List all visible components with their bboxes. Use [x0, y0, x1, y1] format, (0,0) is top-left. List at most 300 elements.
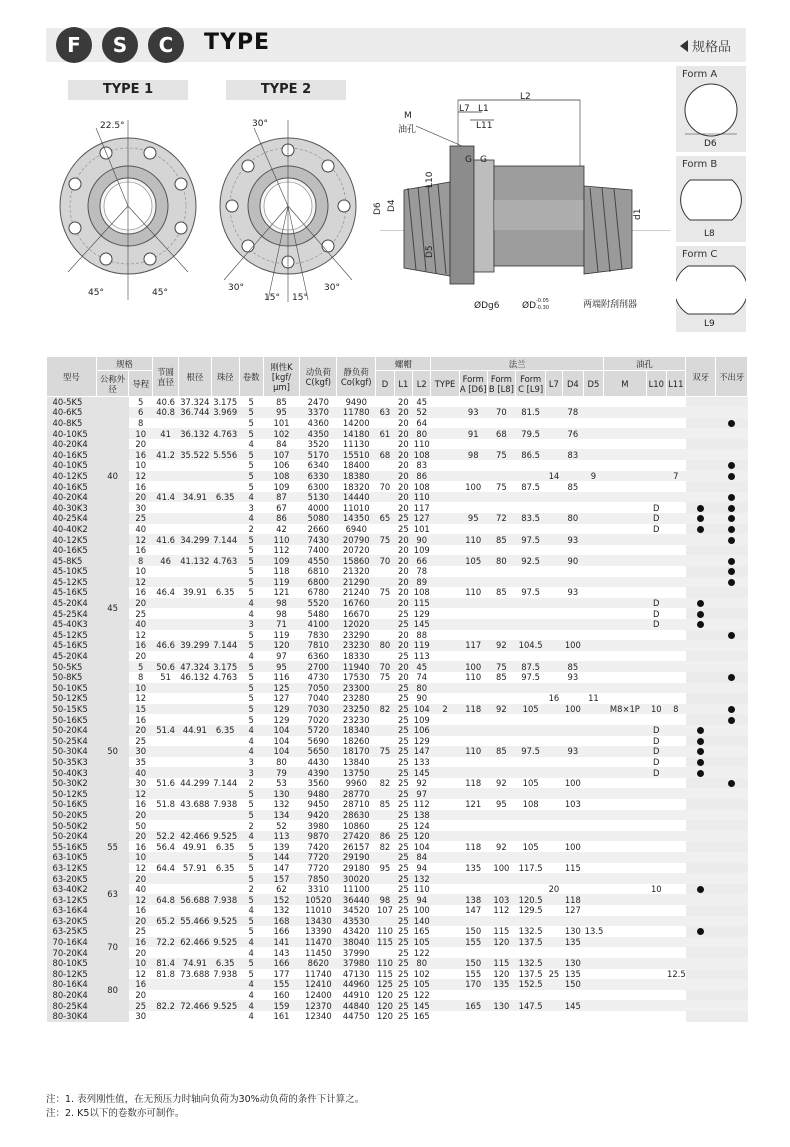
cell-type [431, 979, 459, 990]
cell-model: 50-10K5 [47, 683, 97, 694]
th-m: M [603, 371, 646, 397]
cell-root-dia [179, 460, 211, 471]
cell-no-out [716, 471, 748, 482]
cell-l7 [546, 937, 562, 948]
cell-static-load: 28770 [337, 788, 376, 799]
cell-d4 [562, 725, 584, 736]
cell-d4 [562, 545, 584, 556]
cell-m [603, 481, 646, 492]
spec-link[interactable] [680, 36, 731, 55]
cell-l7 [546, 1011, 562, 1022]
cell-pitch-dia [153, 1011, 179, 1022]
cell-root-dia: 37.324 [180, 397, 210, 408]
cell-ball-dia: 6.35 [215, 862, 235, 873]
cell-form-b: 75 [487, 449, 515, 460]
cell-double [686, 608, 716, 619]
cell-l10 [647, 407, 666, 418]
cell-m [603, 873, 646, 884]
cell-form-b: 85 [487, 746, 515, 757]
cell-lead: 20 [135, 990, 147, 1001]
th-no-out: 不出牙 [716, 357, 748, 397]
cell-model: 50-50K2 [47, 820, 97, 831]
cell-static-load: 38040 [337, 937, 376, 948]
cell-l2: 104 [413, 704, 430, 715]
spec-link-label: 规格品 [692, 40, 732, 55]
dim-d1: d1 [633, 208, 643, 220]
cell-d4: 127 [564, 905, 581, 916]
dim-l10: L10 [425, 171, 435, 188]
cell-model: 40-16K5 [47, 481, 97, 492]
cell-d4 [562, 566, 584, 577]
cell-l10 [647, 990, 666, 1001]
cell-form-c [515, 577, 545, 588]
cell-root-dia [179, 736, 211, 747]
cell-dyn-load: 11010 [305, 905, 332, 916]
cell-l11 [666, 778, 686, 789]
table-row [47, 449, 748, 460]
cell-model: 45-10K5 [47, 566, 97, 577]
table-row [47, 831, 748, 842]
cell-model: 40-10K5 [47, 460, 97, 471]
cell-turns: 5 [248, 417, 254, 428]
cell-root-dia: 57.91 [182, 862, 207, 873]
cell-stiffness: 109 [273, 481, 290, 492]
cell-static-load: 13750 [337, 767, 376, 778]
cell-dyn-load: 6330 [300, 471, 337, 482]
cell-ball-dia: 6.35 [215, 587, 235, 598]
cell-static-load: 23290 [342, 629, 370, 640]
cell-no-out [716, 831, 748, 842]
cell-d [376, 460, 394, 471]
cell-static-load: 26157 [342, 841, 370, 852]
cell-root-dia: 72.466 [180, 1000, 210, 1011]
cell-l7 [546, 619, 562, 630]
cell-d5 [584, 990, 604, 1001]
cell-ball-dia [211, 608, 239, 619]
cell-ball-dia: 7.938 [211, 894, 239, 905]
cell-dyn-load: 12340 [305, 1011, 332, 1022]
cell-d [376, 873, 394, 884]
cell-double [686, 460, 716, 471]
cell-root-dia: 44.299 [180, 778, 210, 789]
cell-dyn-load: 2660 [307, 523, 329, 534]
cell-lead: 40 [135, 523, 147, 534]
cell-stiffness: 166 [273, 926, 290, 937]
cell-d: 120 [376, 1011, 393, 1022]
cell-turns: 4 [239, 513, 263, 524]
page-title: TYPE [204, 30, 271, 55]
cell-l10 [647, 841, 666, 852]
cell-form-c: 97.5 [521, 587, 540, 598]
cell-stiffness: 166 [263, 958, 300, 969]
table-row [47, 757, 748, 768]
cell-lead: 16 [135, 481, 147, 492]
cell-l1: 25 [394, 873, 412, 884]
cell-model: 45-12K5 [47, 630, 97, 641]
cell-m [603, 788, 646, 799]
cell-l7 [546, 545, 562, 556]
cell-l10 [647, 481, 666, 492]
th-stiffness: 刚性K [kgf/μm] [263, 357, 300, 397]
cell-d4: 118 [562, 894, 584, 905]
no-out-dot-icon [728, 462, 735, 469]
cell-l2: 108 [413, 449, 430, 460]
cell-d4 [562, 810, 584, 821]
cell-turns: 5 [248, 926, 254, 937]
cell-d5 [584, 863, 604, 874]
cell-pitch-dia [153, 683, 179, 694]
table-row [47, 788, 748, 799]
cell-l1: 25 [394, 810, 412, 821]
cell-lead: 20 [129, 916, 153, 927]
cell-d4 [562, 492, 584, 503]
cell-double [686, 884, 716, 895]
cell-root-dia [179, 524, 211, 535]
cell-stiffness: 98 [276, 608, 287, 619]
cell-d4 [562, 884, 584, 895]
cell-d5 [584, 810, 604, 821]
cell-pitch-dia: 82.2 [153, 1000, 179, 1011]
cell-l11 [666, 979, 686, 990]
cell-static-load: 11940 [337, 661, 376, 672]
cell-form-c [515, 810, 545, 821]
cell-d5 [584, 969, 604, 980]
cell-pitch-dia [153, 810, 179, 821]
cell-no-out [716, 714, 748, 725]
cell-form-c [515, 916, 545, 927]
cell-dyn-load: 4350 [300, 428, 337, 439]
cell-dyn-load: 6340 [307, 460, 329, 471]
cell-lead: 12 [135, 862, 147, 873]
note-2: 注：2. K5以下的卷数亦可制作。 [46, 1108, 185, 1119]
cell-d: 61 [376, 428, 394, 439]
cell-no-out [716, 577, 748, 588]
cell-dyn-load: 5170 [300, 449, 337, 460]
cell-form-a [459, 630, 487, 641]
th-l2: L2 [413, 371, 431, 397]
cell-l2: 109 [413, 714, 430, 725]
cell-ball-dia [211, 990, 239, 1001]
cell-form-b [487, 947, 515, 958]
cell-l11 [666, 947, 686, 958]
cell-turns: 5 [248, 481, 254, 492]
cell-l1: 20 [398, 397, 409, 408]
cell-form-c [515, 545, 545, 556]
cell-double [686, 418, 716, 429]
cell-pitch-dia: 41.2 [153, 449, 179, 460]
cell-ball-dia: 4.763 [211, 428, 239, 439]
cell-l7 [546, 502, 562, 513]
cell-dyn-load: 6360 [307, 651, 329, 662]
cell-type [431, 428, 459, 439]
cell-static-load: 15860 [337, 555, 376, 566]
cell-no-out [716, 449, 748, 460]
th-oil: 油孔 [603, 357, 685, 371]
cell-root-dia: 55.466 [180, 915, 210, 926]
cell-l10 [647, 577, 666, 588]
cell-l7 [546, 418, 562, 429]
cell-lead: 25 [129, 1000, 153, 1011]
cell-form-c [515, 619, 545, 630]
cell-double [686, 852, 716, 863]
side-view-drawing [370, 90, 670, 320]
cell-d4: 90 [562, 555, 584, 566]
cell-stiffness: 109 [263, 555, 300, 566]
cell-d5 [584, 958, 604, 969]
cell-form-a [459, 418, 487, 429]
cell-double [686, 894, 716, 905]
cell-d [376, 418, 394, 429]
cell-stiffness: 121 [273, 587, 290, 598]
cell-l7 [546, 534, 562, 545]
cell-l11 [666, 598, 686, 609]
cell-turns: 3 [248, 502, 254, 513]
table-row [47, 481, 748, 492]
cell-no-out [716, 820, 748, 831]
table-row [47, 863, 748, 874]
cell-lead: 25 [135, 608, 147, 619]
cell-d [376, 397, 394, 408]
cell-double [686, 863, 716, 874]
cell-d: 110 [376, 958, 393, 969]
th-nut: 螺帽 [376, 357, 431, 371]
cell-double [686, 788, 716, 799]
cell-dyn-load: 3560 [307, 778, 329, 789]
cell-l2: 90 [416, 693, 428, 704]
cell-l11 [666, 534, 686, 545]
cell-root-dia: 47.324 [180, 661, 210, 672]
cell-root-dia: 62.466 [180, 937, 210, 948]
cell-no-out [716, 619, 748, 630]
cell-ball-dia: 3.175 [211, 661, 239, 672]
cell-form-c: 86.5 [515, 449, 545, 460]
cell-d4 [562, 757, 584, 768]
cell-l2: 165 [413, 926, 430, 937]
cell-type [431, 947, 459, 958]
cell-form-a: 105 [459, 555, 487, 566]
cell-m [603, 810, 646, 821]
cell-form-c [515, 990, 545, 1001]
cell-d [376, 651, 394, 662]
cell-pitch-dia [153, 577, 179, 588]
cell-dyn-load: 7430 [300, 534, 337, 545]
cell-type [431, 852, 459, 863]
cell-form-b: 115 [487, 958, 515, 969]
cell-turns: 4 [248, 947, 254, 958]
cell-type [431, 587, 459, 598]
table-row [47, 799, 748, 810]
cell-l10 [647, 566, 666, 577]
cell-dyn-load: 12400 [305, 990, 332, 1001]
cell-d4 [562, 693, 584, 704]
cell-l7 [546, 714, 562, 725]
cell-static-load: 16670 [342, 608, 370, 619]
cell-turns: 4 [248, 905, 254, 916]
cell-static-load: 17530 [342, 672, 370, 683]
cell-lead: 16 [135, 587, 147, 598]
cell-no-out [716, 587, 748, 598]
cell-type [431, 471, 459, 482]
cell-d4 [562, 852, 584, 863]
cell-model: 80-25K4 [47, 1000, 97, 1011]
cell-stiffness: 95 [263, 407, 300, 418]
cell-l2: 108 [413, 587, 430, 598]
cell-dyn-load: 3370 [300, 407, 337, 418]
cell-pitch-dia: 51.6 [156, 778, 175, 789]
cell-static-load: 21240 [342, 587, 370, 598]
cell-l10 [647, 545, 666, 556]
cell-model: 63-16K4 [47, 905, 97, 916]
cell-type [431, 905, 459, 916]
cell-dyn-load: 2470 [307, 397, 329, 408]
cell-root-dia [179, 873, 211, 884]
cell-l1: 20 [398, 439, 409, 450]
cell-model: 40-16K5 [47, 449, 97, 460]
cell-double [686, 577, 716, 588]
cell-double [686, 916, 716, 927]
cell-l2: 110 [413, 439, 430, 450]
cell-type: 2 [431, 704, 459, 715]
cell-type [431, 820, 459, 831]
cell-d4 [562, 577, 584, 588]
cell-form-b: 120 [487, 937, 515, 948]
cell-d5 [584, 439, 604, 450]
cell-d [376, 630, 394, 641]
cell-form-a [459, 598, 487, 609]
cell-l1: 25 [394, 683, 412, 694]
th-d5: D5 [584, 371, 604, 397]
cell-type [431, 619, 459, 630]
dim-od: ØD [522, 301, 537, 311]
cell-form-b [487, 492, 515, 503]
cell-root-dia [179, 683, 211, 694]
cell-type [431, 502, 459, 513]
cell-form-a: 155 [465, 968, 482, 979]
cell-m [603, 661, 646, 672]
cell-form-a [459, 608, 487, 619]
cell-stiffness: 113 [263, 831, 300, 842]
cell-l1: 20 [398, 672, 409, 683]
cell-form-a: 150 [465, 926, 482, 937]
cell-l10: D [653, 523, 660, 534]
cell-form-b [487, 916, 515, 927]
cell-form-b: 100 [493, 862, 510, 873]
cell-form-a [459, 725, 487, 736]
cell-m [603, 937, 646, 948]
cell-ball-dia [211, 905, 239, 916]
cell-pitch-dia: 40.8 [153, 407, 179, 418]
cell-d5 [584, 905, 604, 916]
cell-no-out [716, 661, 748, 672]
cell-ball-dia [211, 566, 239, 577]
cell-form-c: 132.5 [515, 958, 545, 969]
form-b-dim: L8 [704, 229, 715, 239]
cell-l11 [666, 799, 686, 810]
cell-form-a [459, 545, 487, 556]
table-row [47, 545, 748, 556]
cell-l1: 20 [394, 598, 412, 609]
cell-form-a [459, 460, 487, 471]
cell-pitch-dia [153, 884, 179, 895]
cell-d [376, 577, 394, 588]
cell-double [686, 439, 716, 450]
cell-form-b [487, 524, 515, 535]
cell-l7 [546, 746, 562, 757]
cell-d4 [562, 598, 584, 609]
cell-stiffness: 129 [273, 714, 290, 725]
cell-stiffness: 102 [263, 428, 300, 439]
cell-l11 [666, 810, 686, 821]
cell-static-load: 15510 [337, 449, 376, 460]
cell-type [431, 598, 459, 609]
cell-form-b: 92 [487, 640, 515, 651]
notes [46, 1093, 364, 1121]
cell-m [603, 1011, 646, 1022]
cell-turns: 4 [248, 1011, 254, 1022]
cell-dyn-load: 6300 [307, 481, 329, 492]
cell-d4: 80 [562, 513, 584, 524]
cell-double [686, 651, 716, 662]
cell-type [431, 778, 459, 789]
cell-model: 40-12K5 [47, 534, 97, 545]
cell-double [686, 990, 716, 1001]
cell-l1: 25 [398, 778, 409, 789]
cell-dyn-load: 7720 [300, 852, 337, 863]
cell-l1: 25 [398, 735, 409, 746]
cell-l7 [546, 598, 562, 609]
cell-l2: 119 [413, 640, 430, 651]
cell-d4 [562, 471, 584, 482]
cell-no-out [716, 873, 748, 884]
cell-dyn-load: 11470 [300, 937, 337, 948]
cell-form-c [515, 608, 545, 619]
cell-form-c [515, 725, 545, 736]
cell-m [603, 513, 646, 524]
cell-no-out [716, 958, 748, 969]
cell-l2: 64 [416, 417, 428, 428]
cell-d: 70 [379, 481, 391, 492]
cell-double [686, 598, 716, 609]
cell-d4: 93 [562, 746, 584, 757]
cell-lead: 15 [129, 704, 153, 715]
table-row [47, 418, 748, 429]
cell-type [431, 630, 459, 641]
cell-d [376, 502, 394, 513]
cell-form-a: 121 [465, 799, 482, 810]
cell-l11 [666, 661, 686, 672]
cell-d5 [584, 651, 604, 662]
cell-pitch-dia: 81.8 [156, 968, 175, 979]
cell-m [603, 926, 646, 937]
cell-turns: 5 [239, 555, 263, 566]
cell-nominal-od: 70 [96, 937, 128, 958]
cell-double [686, 820, 716, 831]
cell-m [603, 545, 646, 556]
cell-lead: 40 [135, 884, 147, 895]
cell-static-load: 30020 [337, 873, 376, 884]
cell-ball-dia [211, 704, 239, 715]
cell-lead: 16 [135, 714, 147, 725]
cell-form-c: 137.5 [518, 968, 543, 979]
cell-l1: 25 [398, 862, 409, 873]
cell-form-b: 135 [487, 979, 515, 990]
cell-d4: 150 [562, 979, 584, 990]
double-dot-icon [697, 600, 704, 607]
cell-form-b [487, 1011, 515, 1022]
cell-double [686, 407, 716, 418]
cell-form-c: 87.5 [515, 661, 545, 672]
cell-double [686, 810, 716, 821]
